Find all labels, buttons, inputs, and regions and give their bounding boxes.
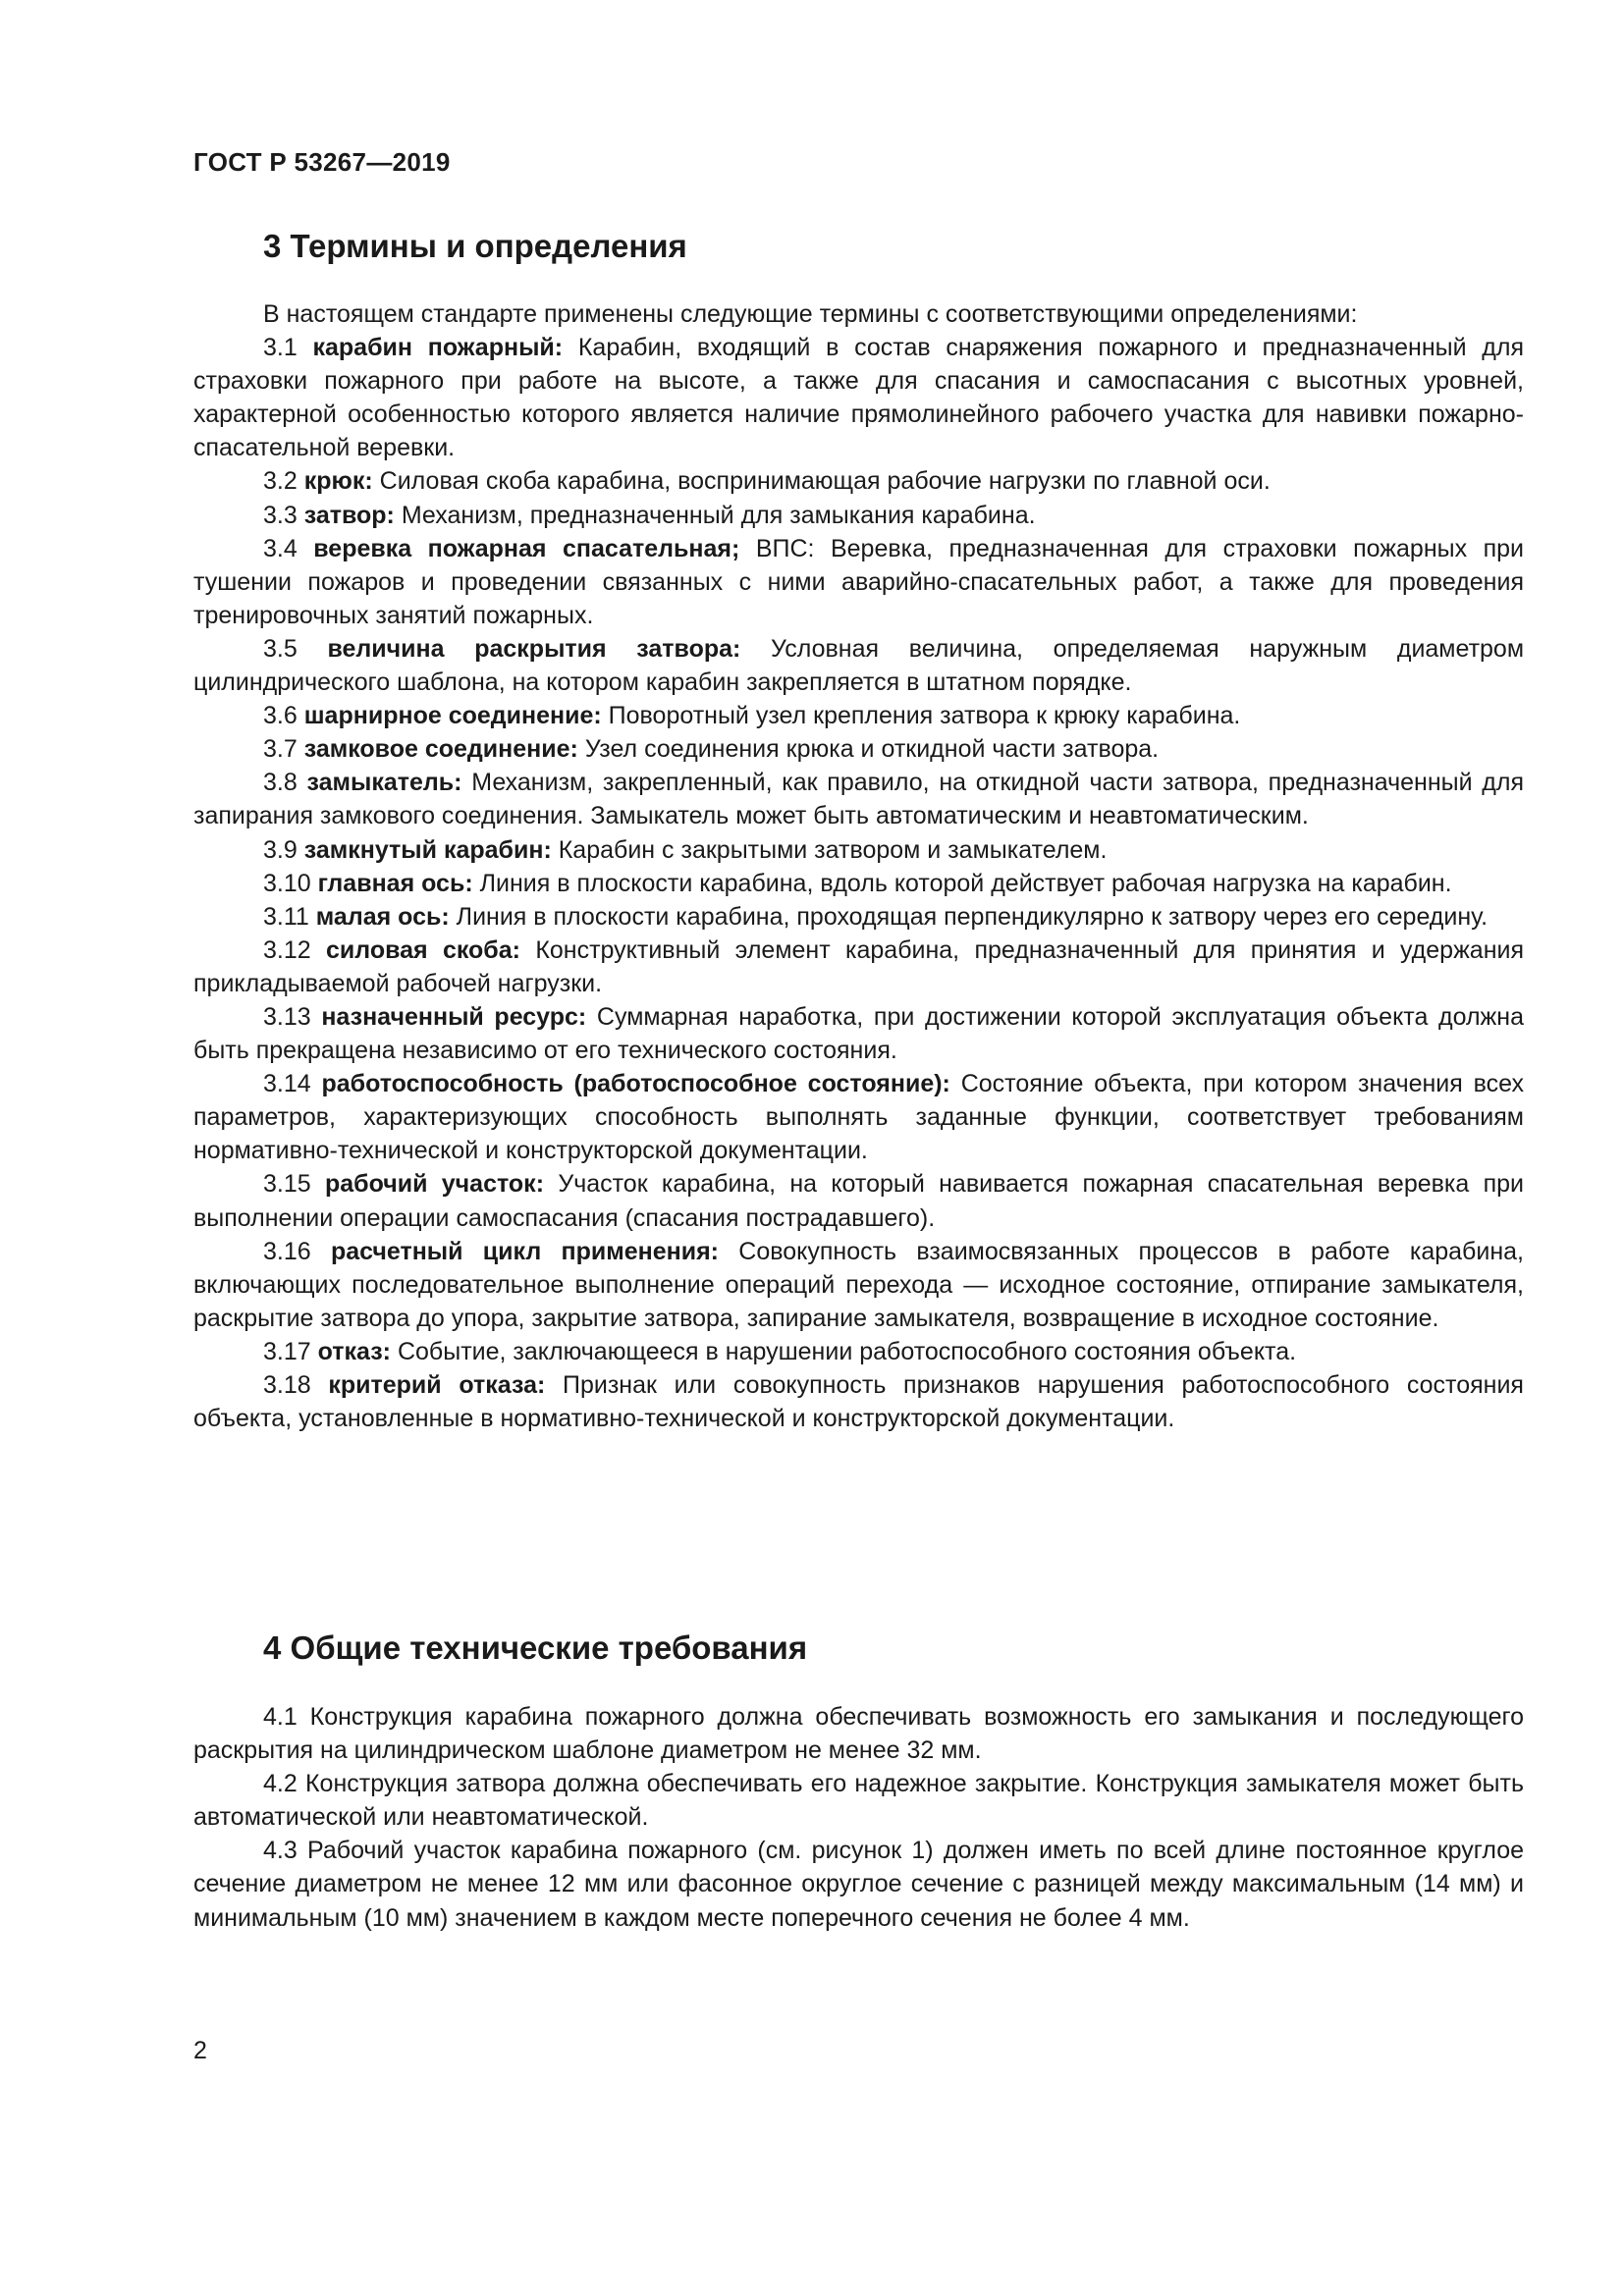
- definition-text: Событие, заключающееся в нарушении работоспособного состояния объекта.: [397, 1337, 1297, 1365]
- definition-number: 3.13: [263, 1002, 311, 1031]
- definition-item: [193, 766, 1524, 832]
- section-4-title: 4 Общие технические требования: [263, 1629, 808, 1666]
- definition-item: [193, 867, 1524, 900]
- definition-text: Узел соединения крюка и откидной части затвора.: [584, 735, 1160, 764]
- definition-text: Признак или совокупность признаков нарушения работоспособного состояния объекта, установленные в нормативно-технической и конструкторской документации.: [193, 1371, 1524, 1433]
- definition-item: [193, 331, 1524, 464]
- definition-text: Состояние объекта, при котором значения всех параметров, характеризующих способность выполнять заданные функции, соответствует требованиям нормативно-технической и конструкторской документации.: [193, 1070, 1524, 1165]
- definition-number: 3.2: [263, 467, 298, 496]
- definition-item: [193, 1167, 1524, 1234]
- definition-number: 3.10: [263, 869, 311, 897]
- requirements-list: [193, 1700, 1524, 1935]
- definition-number: 3.8: [263, 769, 298, 797]
- definition-item: [193, 632, 1524, 699]
- definition-number: 3.14: [263, 1070, 311, 1098]
- definition-item: [193, 1067, 1524, 1167]
- definition-text: Карабин, входящий в состав снаряжения пожарного и предназначенный для страховки пожарного при работе на высоте, а также для спасания и самоспасания с высотных уровней, характерной особенностью которого является наличие прямолинейного рабочего участка для навивки пожарно-спасательной веревки.: [193, 334, 1525, 462]
- definition-item: [193, 1235, 1524, 1335]
- definition-number: 3.3: [263, 501, 298, 529]
- definition-term: силовая скоба:: [326, 935, 520, 964]
- definition-text: Суммарная наработка, при достижении которой эксплуатация объекта должна быть прекращена независимо от его технического состояния.: [193, 1002, 1524, 1065]
- definition-number: 3.1: [263, 334, 298, 362]
- section-3-title: 3 Термины и определения: [263, 228, 687, 264]
- definition-number: 3.17: [263, 1337, 311, 1365]
- definition-term: шарнирное соединение:: [303, 702, 602, 730]
- definition-item: [193, 1000, 1524, 1067]
- definition-item: [193, 934, 1524, 1000]
- definition-text: Совокупность взаимосвязанных процессов в работе карабина, включающих последовательное выполнение операций перехода — исходное состояние, отпирание замыкателя, раскрытие затвора до упора, закрытие затвора, запирание замыкателя, возвращение в исходное состояние.: [193, 1237, 1524, 1332]
- definition-term: замковое соединение:: [303, 735, 578, 764]
- definition-term: главная ось:: [317, 869, 473, 897]
- definition-text: Участок карабина, на который навивается пожарная спасательная веревка при выполнении операции самоспасания (спасания пострадавшего).: [193, 1170, 1525, 1232]
- section-3-intro: В настоящем стандарте применены следующие термины с соответствующими определениями:: [263, 300, 1358, 328]
- definition-number: 3.9: [263, 835, 298, 864]
- definition-number: 3.15: [263, 1170, 311, 1199]
- definition-item: [193, 900, 1524, 934]
- definition-term: замкнутый карабин:: [303, 835, 552, 864]
- definition-term: крюк:: [303, 467, 373, 496]
- definition-item: [193, 499, 1524, 532]
- section-4-body: [193, 1700, 1524, 1935]
- requirement-paragraph: 4.2 Конструкция затвора должна обеспечивать его надежное закрытие. Конструкция замыкателя может быть автоматической или неавтоматической.: [193, 1770, 1524, 1832]
- requirement-paragraph: 4.3 Рабочий участок карабина пожарного (см. рисунок 1) должен иметь по всей длине постоянное круглое сечение диаметром не менее 12 мм или фасонное округлое сечение с разницей между максимальным (14 мм) и минимальным (10 мм) значением в каждом месте поперечного сечения не более 4 мм.: [193, 1837, 1524, 1932]
- definition-text: Поворотный узел крепления затвора к крюку карабина.: [608, 702, 1241, 730]
- definition-text: Силовая скоба карабина, воспринимающая рабочие нагрузки по главной оси.: [379, 467, 1271, 496]
- section-3-body: [193, 297, 1524, 1435]
- definition-number: 3.5: [263, 634, 298, 663]
- definition-text: ВПС: Веревка, предназначенная для страховки пожарных при тушении пожаров и проведении связанных с ними аварийно-спасательных работ, а также для проведения тренировочных занятий пожарных.: [193, 534, 1524, 629]
- definition-item: [193, 732, 1524, 766]
- definition-term: назначенный ресурс:: [321, 1002, 587, 1031]
- definition-term: карабин пожарный:: [312, 334, 564, 362]
- definition-item: [193, 464, 1524, 498]
- definition-term: затвор:: [303, 501, 395, 529]
- definition-term: расчетный цикл применения:: [330, 1237, 719, 1265]
- terms-list: [193, 331, 1524, 1435]
- definition-term: величина раскрытия затвора:: [327, 634, 741, 663]
- definition-item: [193, 699, 1524, 732]
- definition-text: Конструктивный элемент карабина, предназначенный для принятия и удержания прикладываемой рабочей нагрузки.: [193, 935, 1525, 997]
- definition-term: рабочий участок:: [324, 1170, 545, 1199]
- definition-number: 3.11: [263, 902, 309, 931]
- definition-text: Карабин с закрытыми затвором и замыкателем.: [558, 835, 1108, 864]
- definition-number: 3.18: [263, 1371, 311, 1399]
- requirement-paragraph: 4.1 Конструкция карабина пожарного должна обеспечивать возможность его замыкания и последующего раскрытия на цилиндрическом шаблоне диаметром не менее 32 мм.: [193, 1703, 1524, 1765]
- definition-number: 3.7: [263, 735, 298, 764]
- definition-number: 3.12: [263, 935, 311, 964]
- definition-text: Механизм, предназначенный для замыкания карабина.: [401, 501, 1036, 529]
- definition-term: замыкатель:: [306, 769, 462, 797]
- definition-number: 3.6: [263, 702, 298, 730]
- document-code: ГОСТ Р 53267—2019: [193, 147, 451, 177]
- definition-term: критерий отказа:: [328, 1371, 546, 1399]
- definition-item: [193, 1368, 1524, 1435]
- definition-number: 3.4: [263, 534, 298, 562]
- definition-text: Условная величина, определяемая наружным диаметром цилиндрического шаблона, на котором карабин закрепляется в штатном порядке.: [193, 634, 1525, 697]
- definition-term: малая ось:: [315, 902, 450, 931]
- definition-text: Линия в плоскости карабина, вдоль которой действует рабочая нагрузка на карабин.: [479, 869, 1452, 897]
- definition-item: [193, 532, 1524, 632]
- definition-item: [193, 1335, 1524, 1368]
- definition-term: веревка пожарная спасательная;: [313, 534, 740, 562]
- definition-term: работоспособность (работоспособное состояние):: [321, 1070, 950, 1098]
- definition-term: отказ:: [317, 1337, 391, 1365]
- page-number: 2: [193, 2037, 207, 2064]
- definition-item: [193, 833, 1524, 867]
- definition-number: 3.16: [263, 1237, 311, 1265]
- definition-text: Механизм, закрепленный, как правило, на откидной части затвора, предназначенный для запирания замкового соединения. Замыкатель может быть автоматическим и неавтоматическим.: [193, 769, 1525, 830]
- definition-text: Линия в плоскости карабина, проходящая перпендикулярно к затвору через его середину.: [456, 902, 1489, 931]
